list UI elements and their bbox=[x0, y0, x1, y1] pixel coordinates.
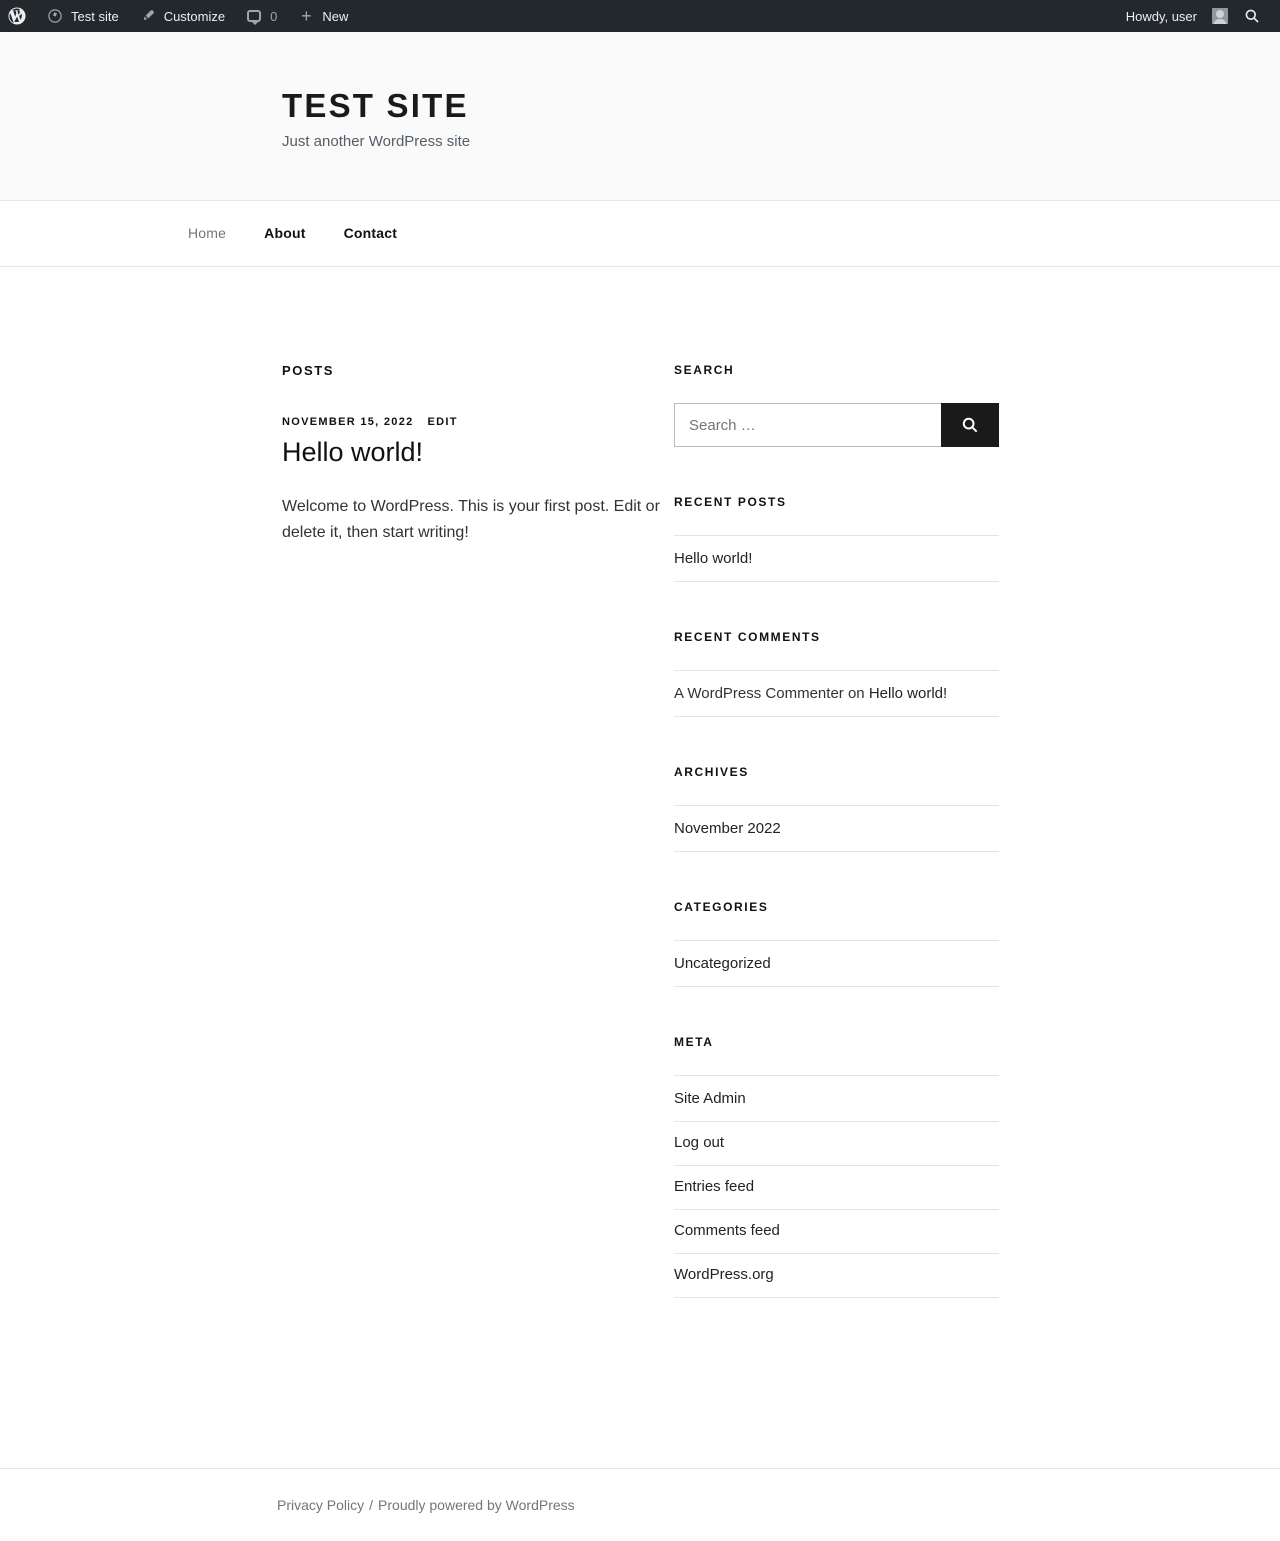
widget-categories bbox=[674, 900, 999, 987]
site-description: Just another WordPress site bbox=[282, 133, 471, 150]
post-title bbox=[282, 436, 674, 468]
recent-post-link[interactable]: Hello world! bbox=[674, 550, 753, 567]
list-item[interactable] bbox=[674, 1254, 999, 1298]
dashboard-icon bbox=[46, 7, 64, 25]
wp-logo-menu[interactable] bbox=[0, 0, 36, 32]
widget-recent-posts-title: RECENT POSTS bbox=[674, 495, 787, 509]
meta-link-wordpress-org[interactable]: WordPress.org bbox=[674, 1266, 774, 1283]
footer-separator: / bbox=[369, 1497, 374, 1513]
site-footer bbox=[0, 1468, 1280, 1541]
admin-bar-site-name-label: Test site bbox=[71, 8, 119, 24]
categories-list bbox=[674, 940, 999, 987]
meta-list bbox=[674, 1075, 999, 1298]
privacy-policy-link[interactable]: Privacy Policy bbox=[277, 1497, 365, 1513]
search-submit-button[interactable] bbox=[941, 403, 999, 447]
nav-item-about[interactable] bbox=[264, 225, 305, 243]
primary-navigation bbox=[0, 201, 1280, 267]
nav-link-about[interactable]: About bbox=[264, 225, 306, 241]
meta-link-site-admin[interactable]: Site Admin bbox=[674, 1090, 746, 1107]
widget-search bbox=[674, 363, 999, 447]
comment-on-text: on bbox=[843, 685, 869, 702]
list-item[interactable] bbox=[674, 535, 999, 582]
archives-list bbox=[674, 805, 999, 852]
list-item[interactable] bbox=[674, 1210, 999, 1254]
comment-author: A WordPress Commenter bbox=[674, 685, 844, 702]
nav-item-contact[interactable] bbox=[344, 225, 398, 243]
meta-link-comments-feed[interactable]: Comments feed bbox=[674, 1222, 780, 1239]
widget-meta-title: META bbox=[674, 1035, 714, 1049]
list-item[interactable] bbox=[674, 805, 999, 852]
post-date-link[interactable]: NOVEMBER 15, 2022 bbox=[282, 416, 414, 428]
widget-recent-comments bbox=[674, 630, 999, 717]
widget-search-title: SEARCH bbox=[674, 363, 735, 377]
recent-posts-list bbox=[674, 535, 999, 582]
admin-bar-new[interactable] bbox=[287, 0, 358, 32]
content-area bbox=[94, 267, 1186, 1406]
list-item[interactable] bbox=[674, 1166, 999, 1210]
admin-bar-left bbox=[0, 0, 358, 32]
admin-bar-comments-count: 0 bbox=[270, 8, 278, 24]
admin-bar-search-button[interactable] bbox=[1234, 0, 1270, 32]
paintbrush-icon bbox=[139, 7, 157, 25]
admin-bar bbox=[0, 0, 1280, 32]
meta-link-entries-feed[interactable]: Entries feed bbox=[674, 1178, 755, 1195]
site-header bbox=[0, 32, 1280, 201]
wordpress-credit-link[interactable]: Proudly powered by WordPress bbox=[378, 1497, 575, 1513]
nav-link-home[interactable]: Home bbox=[188, 225, 227, 241]
widget-archives bbox=[674, 765, 999, 852]
post-content bbox=[282, 494, 674, 545]
sidebar bbox=[674, 363, 999, 1346]
widget-categories-title: CATEGORIES bbox=[674, 900, 769, 914]
comment-icon bbox=[245, 7, 263, 25]
recent-comments-list bbox=[674, 670, 999, 717]
site-title[interactable]: TEST SITE bbox=[282, 87, 469, 124]
admin-bar-new-label: New bbox=[322, 8, 349, 24]
post-article bbox=[282, 416, 674, 546]
meta-link-log-out[interactable]: Log out bbox=[674, 1134, 725, 1151]
archive-link[interactable]: November 2022 bbox=[674, 820, 781, 837]
category-link[interactable]: Uncategorized bbox=[674, 955, 771, 972]
list-item[interactable] bbox=[674, 940, 999, 987]
search-form bbox=[674, 403, 999, 447]
avatar bbox=[1212, 8, 1228, 24]
main-content bbox=[94, 363, 674, 1346]
wordpress-logo-icon bbox=[8, 7, 26, 25]
widget-meta bbox=[674, 1035, 999, 1298]
search-input[interactable] bbox=[674, 403, 941, 447]
list-item[interactable] bbox=[674, 1075, 999, 1122]
nav-item-home[interactable] bbox=[188, 225, 226, 243]
list-item[interactable] bbox=[674, 670, 999, 717]
search-icon bbox=[961, 416, 979, 434]
search-icon bbox=[1244, 8, 1260, 24]
plus-icon: + bbox=[301, 6, 312, 26]
post-excerpt: Welcome to WordPress. This is your first post. Edit or delete it, then start writing! bbox=[282, 498, 660, 541]
admin-bar-my-account[interactable] bbox=[1118, 0, 1234, 32]
posts-section-label: POSTS bbox=[282, 363, 335, 378]
nav-link-contact[interactable]: Contact bbox=[343, 225, 398, 241]
admin-bar-site-name[interactable] bbox=[36, 0, 129, 32]
list-item[interactable] bbox=[674, 1122, 999, 1166]
comment-post-link[interactable]: Hello world! bbox=[868, 685, 948, 702]
howdy-label: Howdy, user bbox=[1125, 8, 1197, 24]
admin-bar-comments[interactable] bbox=[235, 0, 287, 32]
widget-archives-title: ARCHIVES bbox=[674, 765, 749, 779]
admin-bar-customize-label: Customize bbox=[163, 8, 226, 24]
post-edit-link[interactable]: EDIT bbox=[427, 416, 458, 428]
admin-bar-right bbox=[1118, 0, 1280, 32]
widget-recent-posts bbox=[674, 495, 999, 582]
widget-recent-comments-title: RECENT COMMENTS bbox=[674, 630, 821, 644]
footer-inner bbox=[94, 1497, 1186, 1513]
post-meta bbox=[282, 416, 674, 428]
admin-bar-customize[interactable] bbox=[129, 0, 235, 32]
post-title-link[interactable]: Hello world! bbox=[282, 437, 424, 467]
